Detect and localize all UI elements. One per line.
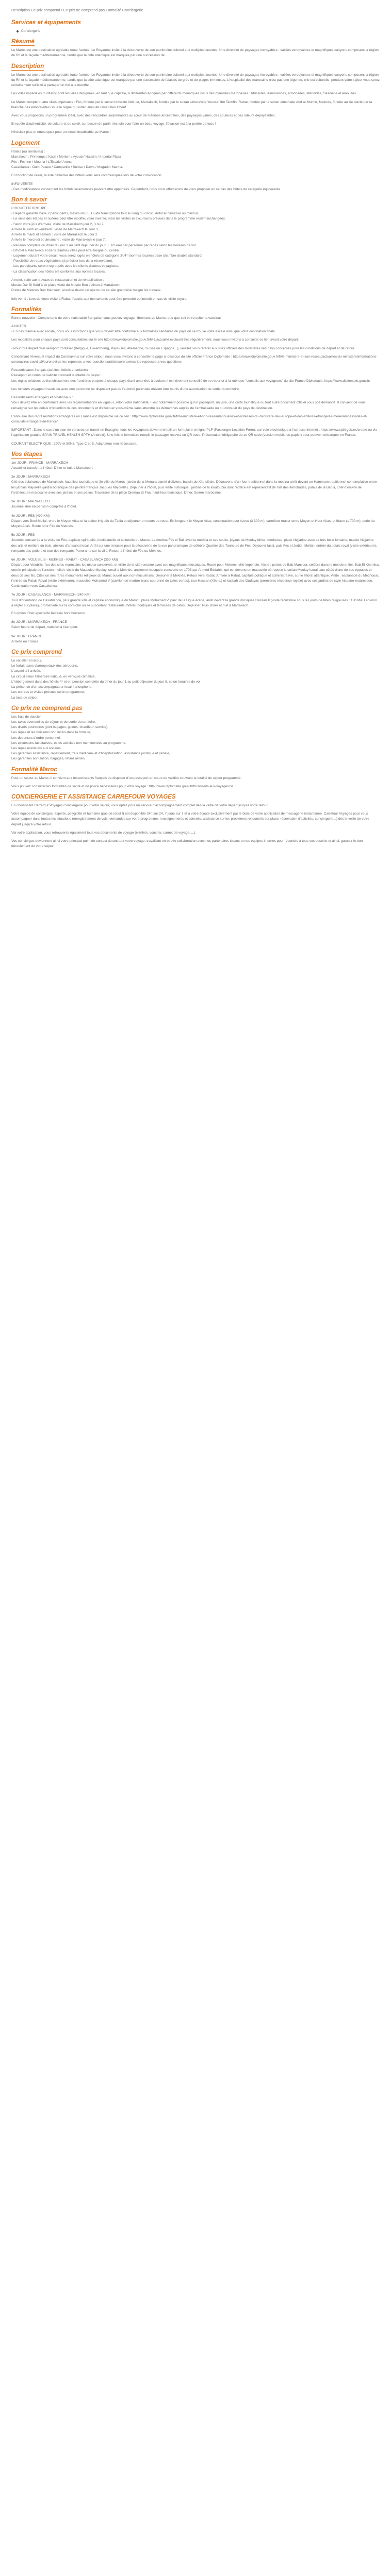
ne-comprend-line: Les garanties assistance, rapatriement, frais médicaux et d'hospitalisation, assistance juridique et pénale, xyxy=(11,752,170,756)
day-heading: 4e JOUR : FES (490 KM) xyxy=(11,514,50,518)
formalite-maroc-paragraph: Pour un séjour au Maroc, il convient aux ressortissants français de disposer d'un passeport en cours de validité couvrant la totalité du séjour programmé. xyxy=(11,776,242,780)
services-section xyxy=(11,19,380,34)
service-item xyxy=(17,29,380,34)
resume-title: Résumé xyxy=(11,39,35,45)
conciergerie-paragraph: Votre équipe de concierges, experte, polyglotte et humaine (pas de robot !) est disponible 24h sur 24, 7 jours sur 7 et à votre écoute exclusivement par le biais de votre application de messagerie instantanée. Carrefour Voyages pour vous accompagner dans toutes les situations (enregistrement de vols, demandes sur votre programme, renseignements et conseils, assistance sur les problèmes rencontrés sur place, réservation d'activités, conciergerie...) dès la veille de votre départ jusqu'à votre retour. xyxy=(11,812,369,826)
ne-comprend-line: Les garanties annulation, bagages, retard aérien. xyxy=(11,757,86,761)
bon-a-savoir-line: - D'hôtel à Marrakech et dans d'autres villes peut être éloigné du centre. xyxy=(11,248,120,252)
conciergerie-paragraph: En choisissant Carrefour Voyages Conciergerie pour votre séjour, vous optez pour un service d'accompagnement complet dès la veille de votre départ jusqu'à votre retour. xyxy=(11,804,269,807)
comprend-line: Le forfait taxes d'aéroportaux des aéroports, xyxy=(11,664,78,668)
formalites-paragraph: Les mineurs voyageant seuls ou avec une personne ne disposant pas de l'autorité parentale doivent être munis d'une autorisation de sortie du territoire. xyxy=(11,387,240,391)
logement-section xyxy=(11,140,380,192)
day-item xyxy=(11,474,380,496)
section-nav[interactable]: Description Ce prix comprend / Ce prix ne comprend pas Formalité Conciergerie xyxy=(11,8,143,12)
formalites-title: Formalités xyxy=(11,306,42,313)
formalites-paragraph: COURANT ELECTRIQUE : 220V et 50Hz. Type C et E. Adaptateur non nécessaire. xyxy=(11,442,137,446)
day-item xyxy=(11,514,380,530)
formalites-paragraph: Ressortissants étrangers et binationaux : xyxy=(11,396,73,400)
conciergerie-title: CONCIERGERIE ET ASSISTANCE CARREFOUR VOYAGES xyxy=(11,794,176,801)
conciergerie-paragraph: Via votre application, vous retrouverez également tous vos documents de voyage (e-billets, voucher, carnet de voyage, ...). xyxy=(11,831,197,835)
bon-a-savoir-line: Arrivée le mardi et samedi : visite de Marrakech le Jour 2. xyxy=(11,233,99,237)
visite-royale-note: Info vérité : Lors de votre visite à Rabat, l'accès aux monuments peut être perturbé ou interdit en cas de visite royale. xyxy=(11,297,188,301)
comprend-line: Les entrées et visites prévues selon programme, xyxy=(11,690,85,694)
day-text: Accueil et transfert à l'hôtel. Dîner et nuit à Marrakech. xyxy=(11,466,93,470)
formalites-paragraph: Ressortissants français (adultes, bébés et enfants) : xyxy=(11,368,90,372)
travaux-line: Musée Dar Si Saïd à se place visite du Musée Ben Jelloun à Marrakech xyxy=(11,283,120,287)
ne-comprend-line: Les taxes éventuelles de séjour et de sortie du territoire, xyxy=(11,720,96,724)
day-text: Selon heure de départ, transfert à l'aéroport. xyxy=(11,625,78,630)
description-paragraph: Les villes impériales du Maroc sont les villes désignées, en tant que capitale, à différentes époques par différents monarques issus des dynasties marocaines : Idrissides, Almoravides, Almohades, Mérinides, Saadiens et Alaouites. xyxy=(11,92,357,96)
formalites-paragraph: - Pour tout départ d'un aéroport frontalier (Belgique, Luxembourg, Pays-Bas, Allemagne, Suisse ou Espagne...), veuillez vous référer aux sites officiels des ministères des pays concernés pour les conditions de départ et de retour. xyxy=(11,346,355,350)
bon-a-savoir-line: - La classification des hôtels est conforme aux normes locales. xyxy=(11,269,106,274)
logement-title: Logement xyxy=(11,140,40,146)
day-item xyxy=(11,592,380,616)
bon-a-savoir-line: - Le sens des étapes et nuitées peut être modifié, voire inversé, mais les visites et excursions prévues dans le programme restent inchangées. xyxy=(11,217,226,221)
bullet-icon xyxy=(17,30,19,32)
travaux-list xyxy=(11,278,380,294)
day-heading: 5e JOUR : FES xyxy=(11,533,35,537)
day-heading: 2e JOUR : MARRAKECH xyxy=(11,475,50,479)
ne-comprend-line: Les repas éventuels aux escales, xyxy=(11,747,62,751)
day-heading: 9e JOUR : FRANCE xyxy=(11,634,42,638)
day-item xyxy=(11,634,380,645)
description-paragraph: Le Maroc compte quatre villes impériales : Fès, fondée par le sultan Idrisside Idris Ier, Marrakech, fondée par le sultan almoravide Youssef Ibn Tachfin, Rabat, fondée par le sultan almohade Abd al-Mumin, Meknès, fondée au Xe siècle par la branche des Almoravides issue le règne du sultan alaouite Ismaïl ben Chérif. xyxy=(11,100,372,109)
bon-a-savoir-line: Arrivée le mercredi et dimanche : visite de Marrakech le jour 7. xyxy=(11,238,106,242)
ne-comprend-line: Les divers pourboires (port bagages, guides, chauffeur, service), xyxy=(11,725,108,730)
bon-a-savoir-line: - Selon votre jour d'arrivée, visite de Marrakech jour 2, 3 ou 7. xyxy=(11,222,105,226)
comprend-line: Le circuit selon l'itinéraire indiqué, en véhicule climatisé, xyxy=(11,674,96,679)
day-text: Journée libre en pension complète à l'hôtel. xyxy=(11,505,77,509)
bon-a-savoir-line: - Départs garantis base 2 participants, maximum 35. Guide francophone tout au long du circuit. Autocar climatisé ou minibus. xyxy=(11,212,200,216)
product-page xyxy=(0,0,391,863)
comprend-list xyxy=(11,658,380,701)
comprend-line: Le vol aller et retour, xyxy=(11,659,42,663)
ne-comprend-list xyxy=(11,715,380,762)
travaux-line: Portes de Meknès Bab Mansour, possible devoir un apercu de ce site grandiose malgré les travaux. xyxy=(11,289,162,293)
day-item xyxy=(11,620,380,630)
day-text: Tour d'orientation de Casablanca, plus grande ville et capitale économique du Maroc : place Mohamed V, parc de la Ligue Arabe, arrêt devant la grande mosquée Hassan II (visite facultative sous les jours de fêtes religieuses : 130 MAD environ à régler sur place), promenade sur la corniche où se succèdent restaurants, hôtels, boutiques et terrasses de cafés. Déjeuner. Puis Dîner et nuit à Marrakech. xyxy=(11,598,377,607)
bon-a-savoir-list xyxy=(11,206,380,275)
description-title: Description xyxy=(11,63,44,70)
bon-a-savoir-line: - Possibilité de repas végétariens (à préciser lors de la réservation). xyxy=(11,259,113,263)
info-text: - Des modifications concernant les hôtels sélectionnés peuvent être apportées. Cependant, nous nous efforcerons de vous proposer en ce cas des hôtels de catégorie équivalente. xyxy=(11,187,282,191)
description-paragraph: Avec vous proposons un programme idéal, avec des rencontres surprenantes au cœur de médinas ancestrales, des paysages variés, des couleurs et des odeurs dépaysantes. xyxy=(11,113,276,117)
day-text: Journée consacrée à la visite de Fès, capitale spirituelle, intellectuelle et culturelle du Maroc. La medina Fès el Bali avec la médina et ses souks, joyaux de Moulay Idriss, medresse, place Nejjarine avec sa très belle fontaine, musée Nejjarine des arts et métiers du bois, ateliers d'artisanat local. Arrêt sur une terrasse pour la découverte de la vue panoramique de célèbre Quartier des Tanneurs de Fès. Déjeuner fassi, puis Fès el Jedid : Mellah, entrée du palais royal (visite extérieure), remparts des potiers et tour des remparts. Panorama sur la ville. Retour à l'hôtel de Fès ou Meknès. xyxy=(11,538,377,553)
description-paragraph: Le Maroc est une destination agréable toute l'année. Le Royaume invite à la découverte de son patrimoine culturel aux multiples facettes. Une diversité de paysages incroyables : vallées verdoyantes et magnifiques canyons composent la région du Rif et la façade méditerranéenne, tandis que la côte atlantique est marquée par une succession de falaises de grès et de plages immenses. L'hospitalité des marocains n'est pas une légende, elle est culturelle, pendant votre séjour vous serez certainement sollicité à partager un thé à la menthe. xyxy=(11,73,380,88)
hotel-list xyxy=(11,149,380,171)
bon-a-savoir-line: - Logement durant votre circuit, vous serez logés en hôtels de catégorie 3*/4* (normes locales) base chambre double standard. xyxy=(11,253,203,258)
etapes-section xyxy=(11,451,380,645)
comprend-line: La présence d'un accompagnateur local francophone, xyxy=(11,685,93,689)
day-item xyxy=(11,557,380,589)
day-item xyxy=(11,533,380,554)
formalite-maroc-section xyxy=(11,766,380,789)
formalites-paragraph: Les modalités pour chaque pays sont consultables sur le site https://www.diplomatie.gouv.fr/fr/ L'actualité évoluant très régulièrement, nous vous invitons à consulter ce lien avant votre départ. xyxy=(11,338,299,342)
travaux-note: A noter, suite aux travaux de restauration et de réhabilitation : xyxy=(11,278,104,282)
ne-comprend-line: Les repas et les boissons non inclus dans la formule, xyxy=(11,731,91,735)
ne-comprend-section xyxy=(11,705,380,762)
hotel-line: Hôtels (ou similaires) : xyxy=(11,149,45,154)
comprend-line: La taxe de séjour. xyxy=(11,696,39,700)
bon-a-savoir-section xyxy=(11,196,380,302)
formalite-maroc-link[interactable]: Vous pouvez consulter les formalités de santé et de police nécessaires pour votre voyage : http://www.diplomatie.gouv.fr/fr/conseils-aux-voyageurs/ xyxy=(11,784,233,788)
day-heading: 8e JOUR : MARRAKECH - FRANCE xyxy=(11,620,67,624)
day-heading: 7e JOUR : CASABLANCA - MARRAKECH (240 KM) xyxy=(11,593,91,597)
formalites-paragraph: - En cas d'arrivé avec escale, nous vous informons que vous devrez être conforme aux formalités sanitaires du pays où se trouve votre escale ainsi que votre destination finale. xyxy=(11,330,276,334)
conciergerie-paragraph: Vos concierges deviennent ainsi votre principal point de contact durant tout votre voyage, travaillant en étroite collaboration avec nos partenaires locaux et nos équipes internes pour répondre à tous vos besoins et ainsi, garantir le bon déroulement de votre séjour. xyxy=(11,839,363,849)
day-heading: 1er JOUR : FRANCE - MARRAKECH xyxy=(11,461,68,465)
day-heading: 6e JOUR : VOLUBILIS - MEKNES - RABAT - CASABLANCA (350 KM) xyxy=(11,558,118,562)
ne-comprend-line: Les frais de dossier, xyxy=(11,715,42,719)
formalites-section xyxy=(11,306,380,447)
formalites-paragraph: L'annuaire des représentations étrangères en France est disponible via ce lien : http://www.diplomatie.gouv.fr/fr/le-ministere-et-son-reseau/annuaires-et-adresses-du-ministere-de-l-europe-et-des-affaires-etrangeres-meae/ambassades-et-consulats-etrangers-en-france/ xyxy=(11,414,368,423)
day-text: Arrivée en France. xyxy=(11,639,40,643)
day-extra: En option dîner-spectacle fantasia hors boissons. xyxy=(11,612,86,615)
bon-a-savoir-title: Bon à savoir xyxy=(11,197,47,204)
description-paragraph: N'hésitez plus et embarquez pour un circuit inoubliable au Maroc ! xyxy=(11,130,111,134)
formalites-paragraph: Les règles relatives au franchissement des frontières propres à chaque pays étant amenées à évoluer, il est vivement conseillé de se reporter à la rubrique "conseils aux voyageurs" du site France Diplomatie, https://www.diplomatie.gouv.fr/ xyxy=(11,379,370,383)
comprend-line: L'hébergement dans des hôtels 4* et en pension complète du dîner du jour 1 au petit déjeuner du jour 8, selon horaires de vol, xyxy=(11,680,202,684)
day-text: Départ vers Beni-Mellal, entre le Moyen Atlas et la plaine irriguée du Tadla et déjeuner en cours de route. En longeant le Moyen Atlas, continuation pour Azrou (3 300 m), carrefour routier entre Moyen et Haut Atlas, et Ifrane (1 700 m), perle du Moyen Atlas. Route pour Fès ou Meknès. xyxy=(11,519,375,528)
resume-section xyxy=(11,38,380,58)
day-item xyxy=(11,499,380,510)
formalites-paragraph: Passeport en cours de validité couvrant la totalité du séjour. xyxy=(11,374,102,378)
ne-comprend-line: Les excursions facultatives, et les activités non mentionnées au programme, xyxy=(11,741,126,745)
description-paragraph: En quête d'authenticité, de culture et de soleil, sur besoin de partir très loin pour faire un beau voyage, l'évasion est à la portée de tous ! xyxy=(11,122,216,126)
day-text: Départ pour Volubilis, l'un des sites marocains les mieux conservés, et visite de la cité romaine avec ses magnifiques mosaïques. Route pour Meknès, ville impériale. Visite : portes de Bab Mansour, célèbre dans le monde entier, Bab El Khemiss, entrée principale de l'ancien mellah, visite du Mausolée Moulay Ismail à Meknès, ancienne mosquée construite en 1703 par Ahmed Eddahbi, qui est devenu un mausolée où repose le sultan Moulay Ismaïl aux côtés d'une de ses épouses et deux de ses fils. Cités un des rares monuments religieux du Maroc ouvert aux non-musulmans. Déjeuner à Meknès. Retour vers Rabat. Arrivée à Rabat, capitale politique et administrative, sur le littoral atlantique. Visite : esplanade du Mechouar, l'entrée du Palais Royal (visite extérieure), mausolée Mohamed V (pavillon de marbre blanc couronné de tuiles vertes), tour Hassan (XIIe s.) et kasbah des Oudayas (premières résidence royale) avec ses jardins de style hispano-mauresque. Continuation vers Casablanca. xyxy=(11,563,380,588)
formalite-maroc-title: Formalité Maroc xyxy=(11,766,57,773)
formalites-paragraph: Vous devrez être en conformité avec les réglementations en vigueur, selon votre nationalité. Il est notamment possible qu'un passeport, un visa, une carte touristique ou tout autre document officiel vous soit demandé. Il convient de vous renseigner sur les délais d'obtention de ces documents et d'effectuer vous-même sans attendre les démarches auprès de l'ambassade ou du consulat du pays de destination. xyxy=(11,401,366,410)
formalites-paragraph: IMPORTANT : Dans le cas d'un plan de vol avec un transit en Espagne, tous les voyageurs doivent remplir un formulaire en ligne PLF (Passenger Location Form), par voie électronique à l'adresse internet : https://www.spth.gob.es/create ou via l'application gratuite SPAIN TRAVEL HEALTH-SPTH (Android). Une fois le formulaire rempli, le passager recevra un QR code. Présentation obligatoire de ce QR code (version mobile ou papier) pour pouvoir embarquer en France. xyxy=(11,428,378,437)
bon-a-savoir-line: Arrivée le lundi et vendredi : visite de Marrakech le Jour 3. xyxy=(11,227,99,231)
info-title: INFO VERITE xyxy=(11,182,33,186)
conciergerie-section xyxy=(11,793,380,849)
etapes-title: Vos étapes xyxy=(11,451,43,457)
comprend-title: Ce prix comprend xyxy=(11,649,62,656)
logement-note: En fonction de caser, la liste définitive des hôtels vous sera communiquée lors de votre convocation. xyxy=(11,174,162,178)
service-label: Conciergerie xyxy=(21,29,41,33)
bon-a-savoir-line: - Les participants seront regroupés avec les clients d'autres voyagistes. xyxy=(11,264,119,268)
description-section xyxy=(11,63,380,135)
comprend-section xyxy=(11,649,380,701)
hotel-line: Marrakech : Printemps / Kasri / Meriem / Ayoub / Nassim / Imperial Plaza xyxy=(11,155,121,159)
formalites-paragraph: A NOTER xyxy=(11,324,26,328)
services-title: Services et équipements xyxy=(11,20,81,26)
ne-comprend-line: Les dépenses d'ordre personnel, xyxy=(11,736,61,740)
ne-comprend-title: Ce prix ne comprend pas xyxy=(11,705,83,711)
resume-text: Le Maroc est une destination agréable toute l'année. Le Royaume invite à la découverte de son patrimoine culturel aux multiples facettes. Une diversité de paysages incroyables : vallées verdoyantes et magnifiques canyons composent la région du Rif et la façade méditerranéenne, tandis que la côte atlantique est marquée par une succession de ... xyxy=(11,48,379,58)
bon-a-savoir-line: - Pension complète du dîner du jour 1 au petit déjeuner du jour 8, 1/2 eau par personne par repas selon les horaires de vol. xyxy=(11,243,197,247)
formalites-paragraph: Concernant l'éventuel impact du Coronavirus sur votre séjour, nous vous invitons à consulter la page ci-dessous du site officiel France Diplomatie : https://www.diplomatie.gouv.fr/fr/le-ministere-et-son-reseau/actualites-du-ministere/informations-coronavirus-covid-19/coronavirus-les-reponses-a-vos-questions/article/coronavirus-les-reponses-a-vos-questions xyxy=(11,354,378,364)
day-item xyxy=(11,461,380,471)
bon-a-savoir-subtitle: CIRCUIT EN GROUPE xyxy=(11,207,47,210)
formalites-paragraph: Bonne nouvelle : Compte tenu de votre nationalité française, vous pouvez voyager librement au Maroc, que que soit votre schéma vaccinal. xyxy=(11,316,222,320)
day-heading: 3e JOUR : MARRAKECH xyxy=(11,500,50,504)
hotel-line: Fès : Fes Inn / Mounia / L'Escale/ Arena xyxy=(11,160,72,164)
day-text: Cité des éclairantes de Marrakech, haut lieu touristique et 3e ville du Maroc : jardin de la Menara planté d'oliviers, bassin du XIIe siècle. Découverte d'un four traditionnel dans la médina arrêt devant un Hammam traditionnel contemplative entre les jardins Majorelle (jardin botanique des peintre français Jacques Majorelle). Déjeuner à l'hôtel, puis visite historique : jardins de la Koutoubia dont l'édifice est représentatif de l'art des Almohades, palais de la Bahia, chef-d'œuvre de l'architecture marocaine avec ses jardins et ses patios. Traversée de la place Djemaa El Fna, haut-lieu touristique. Dîner. Soirée marocaine. xyxy=(11,480,377,495)
comprend-line: L'accueil à l'arrivée, xyxy=(11,669,41,673)
hotel-line: Casablanca : Oum Palace / Campanile / Suisse / Dawo / Magador Marina. xyxy=(11,165,123,170)
